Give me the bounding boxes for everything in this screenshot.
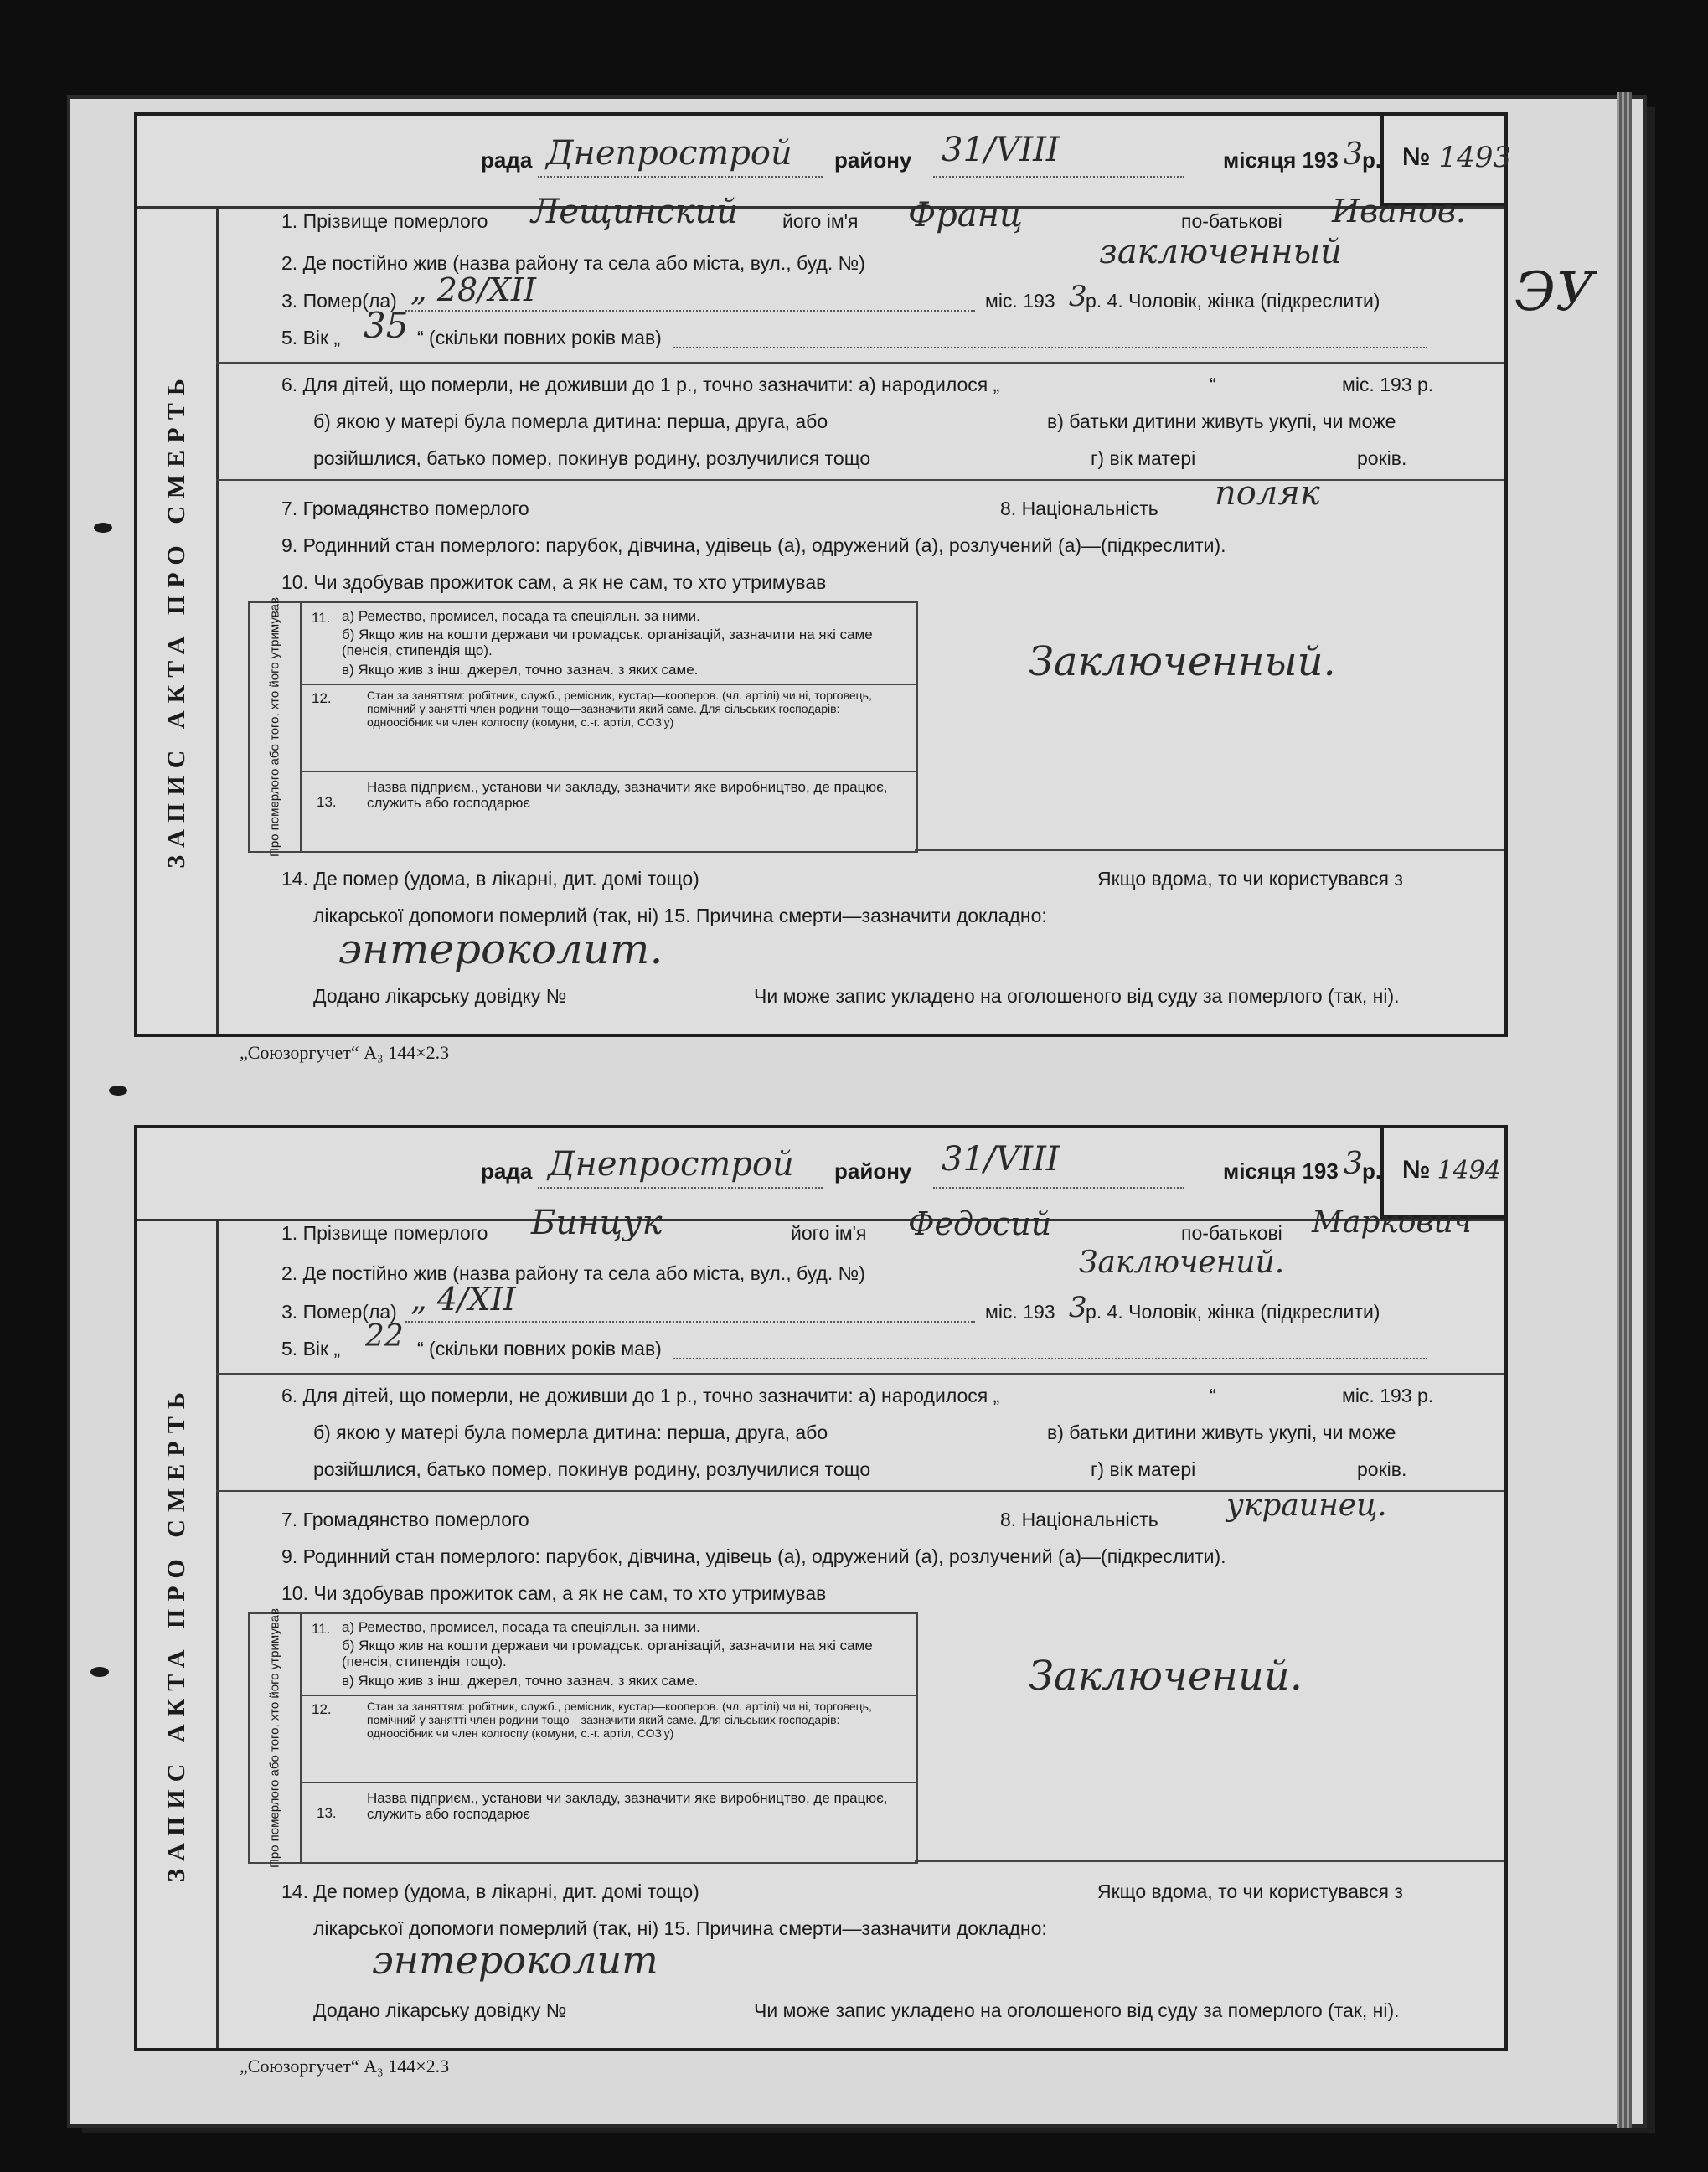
binding-edge — [1617, 92, 1632, 2128]
date-value: 31/VIII — [942, 1140, 1060, 1179]
nationality-label: 8. Національність — [1000, 1509, 1158, 1530]
rada-label: рада — [481, 147, 533, 173]
rada-label: рада — [481, 1158, 533, 1184]
child-line-2-tail: в) батьки дитини живуть укупі, чи може — [1047, 410, 1396, 432]
occupation-value: Заключений. — [1029, 1653, 1303, 1700]
child-line-2: б) якою у матері була померла дитина: перша, друга, або — [313, 410, 828, 432]
patronymic-value: Иванов. — [1332, 193, 1467, 230]
nationality-value: украинец. — [1226, 1488, 1387, 1523]
died-date: „ 28/XII — [410, 271, 536, 308]
f11-b: б) Якщо жив на кошти держави чи громадськ. організацій, зазначити на які саме (пенсія, стипендія тощо). — [342, 1638, 873, 1669]
f12-num: 12. — [312, 1701, 332, 1717]
rada-value: Днепрострой — [546, 134, 792, 173]
f13-text: Назва підприєм., установи чи закладу, зазначити яке виробництво, де працює, служить або господарює — [367, 779, 888, 811]
record-title: ЗАПИС АКТА ПРО СМЕРТЬ — [163, 371, 190, 869]
patronymic-label: по-батькові — [1181, 210, 1282, 232]
f13-text: Назва підприєм., установи чи закладу, зазначити яке виробництво, де працює, служить або господарює — [367, 1790, 888, 1822]
court-question: Чи може запис укладено на оголошеного від суду за померлого (так, ні). — [754, 985, 1400, 1007]
record-number: 1494 — [1437, 1155, 1501, 1185]
death-record-1 — [134, 112, 1511, 1037]
age-value: 22 — [365, 1319, 404, 1354]
livelihood-label: 10. Чи здобував прожиток сам, а як не сам, то хто утримував — [281, 1582, 827, 1604]
sex-label: р. 4. Чоловік, жінка (підкреслити) — [1086, 1301, 1380, 1323]
certificate-label: Додано лікарську довідку № — [313, 985, 567, 1007]
child-line-3-mid: г) вік матері — [1091, 447, 1196, 469]
cause-value: энтероколит — [372, 1937, 658, 1983]
age-label: 5. Вік „ — [281, 327, 341, 348]
child-line-2: б) якою у матері була померла дитина: перша, друга, або — [313, 1421, 828, 1443]
f11-c: в) Якщо жив з інш. джерел, точно зазнач. з яких саме. — [342, 662, 699, 678]
child-line-1: 6. Для дітей, що померли, не доживши до 1 р., точно зазначити: а) народилося „ — [281, 374, 1000, 395]
month-label: місяця 193 — [1223, 147, 1339, 173]
record-header — [137, 116, 1511, 209]
year-suffix: 3 — [1344, 137, 1363, 172]
nationality-label: 8. Національність — [1000, 498, 1158, 519]
certificate-label: Додано лікарську довідку № — [313, 1999, 567, 2021]
surname-label: 1. Прізвище померлого — [281, 210, 488, 232]
name-label: його ім'я — [782, 210, 859, 232]
child-line-3-mid: г) вік матері — [1091, 1458, 1196, 1480]
age-hint: “ (скільки повних років мав) — [417, 327, 662, 348]
cause-value: энтероколит. — [338, 925, 663, 973]
age-value: 35 — [364, 305, 409, 346]
occupation-block — [248, 597, 918, 857]
occupation-side-label: Про померлого або того, хто його утримував — [267, 597, 282, 857]
f12-num: 12. — [312, 690, 332, 706]
place-of-death-label: 14. Де помер (удома, в лікарні, дит. домі тощо) — [281, 1881, 699, 1902]
rada-value: Днепрострой — [548, 1145, 794, 1184]
sex-label: р. 4. Чоловік, жінка (підкреслити) — [1086, 290, 1380, 312]
surname-label: 1. Прізвище померлого — [281, 1222, 488, 1244]
year-r: р. — [1362, 147, 1382, 173]
court-question: Чи може запис укладено на оголошеного від суду за померлого (так, ні). — [754, 1999, 1400, 2021]
died-year: 3 — [1069, 280, 1087, 313]
residence-value: заключенный — [1099, 233, 1342, 271]
record-title-vertical — [137, 206, 219, 1034]
child-line-1-q: “ — [1210, 374, 1216, 395]
child-line-1-end: міс. 193 р. — [1342, 1385, 1434, 1406]
record-title: ЗАПИС АКТА ПРО СМЕРТЬ — [163, 1385, 190, 1882]
residence-label: 2. Де постійно жив (назва району та села або міста, вул., буд. №) — [281, 252, 865, 274]
rayon-label: району — [834, 1158, 912, 1184]
died-year: 3 — [1069, 1291, 1087, 1324]
form-footer-2: „Союзоргучет“ А₃ 144×2.3 — [240, 2056, 450, 2077]
child-line-3: розійшлися, батько помер, покинув родину, розлучилися тощо — [313, 1458, 871, 1480]
surname-value: Лещинский — [531, 193, 739, 231]
age-hint: “ (скільки повних років мав) — [417, 1338, 662, 1359]
marital-label: 9. Родинний стан померлого: парубок, дівчина, удівець (а), одружений (а), розлучений (а)—(підкреслити). — [281, 1545, 1226, 1567]
occupation-block — [248, 1608, 918, 1868]
residence-value: Заключений. — [1079, 1246, 1285, 1280]
f11-b: б) Якщо жив на кошти держави чи громадськ. організацій, зазначити на які саме (пенсія, стипендія що). — [342, 627, 873, 658]
child-line-2-tail: в) батьки дитини живуть укупі, чи може — [1047, 1421, 1396, 1443]
livelihood-label: 10. Чи здобував прожиток сам, а як не сам, то хто утримував — [281, 571, 827, 593]
child-line-1-end: міс. 193 р. — [1342, 374, 1434, 395]
child-line-3: розійшлися, батько помер, покинув родину, розлучилися тощо — [313, 447, 871, 469]
citizenship-label: 7. Громадянство померлого — [281, 498, 529, 519]
nationality-value: поляк — [1215, 474, 1320, 513]
child-line-1: 6. Для дітей, що померли, не доживши до 1 р., точно зазначити: а) народилося „ — [281, 1385, 1000, 1406]
f12-text: Стан за заняттям: робітник, служб., ремісник, кустар—кооперов. (чл. артілі) чи ні, торговець, помічний у занятті член родини тощо—зазначити який саме. Для сільських господарів: одноосібник чи член колгоспу (комуни, с.-г. артіл, СОЗ'у) — [367, 689, 872, 729]
f13-num: 13. — [317, 794, 337, 810]
name-label: його ім'я — [791, 1222, 867, 1244]
cause-label: лікарської допомоги померлий (так, ні) 15. Причина смерти—зазначити докладно: — [313, 1917, 1047, 1939]
patronymic-value: Маркович — [1312, 1205, 1473, 1240]
f11-a: а) Ремество, промисел, посада та спеціяльн. за ними. — [342, 608, 700, 624]
citizenship-label: 7. Громадянство померлого — [281, 1509, 529, 1530]
died-label: 3. Помер(ла) — [281, 1301, 397, 1323]
died-label: 3. Помер(ла) — [281, 290, 397, 312]
f11-num: 11. — [312, 610, 331, 626]
form-footer-1: „Союзоргучет“ А₃ 144×2.3 — [240, 1042, 450, 1063]
year-r: р. — [1362, 1158, 1382, 1184]
record-header — [137, 1128, 1504, 1221]
punch-hole — [109, 1086, 127, 1096]
occupation-side-label: Про померлого або того, хто його утримував — [267, 1608, 282, 1868]
year-suffix: 3 — [1344, 1147, 1363, 1181]
rayon-label: району — [834, 147, 912, 173]
date-value: 31/VIII — [942, 131, 1060, 169]
margin-mark: ЭУ — [1514, 261, 1595, 323]
death-record-2 — [134, 1125, 1508, 2051]
marital-label: 9. Родинний стан померлого: парубок, дівчина, удівець (а), одружений (а), розлучений (а)—(підкреслити). — [281, 534, 1226, 556]
punch-hole — [90, 1667, 109, 1677]
died-date: „ 4/XII — [410, 1281, 516, 1318]
died-month-label: міс. 193 — [985, 290, 1055, 312]
child-line-1-q: “ — [1210, 1385, 1216, 1406]
record-title-vertical — [137, 1219, 219, 2048]
f11-a: а) Ремество, промисел, посада та спеціяльн. за ними. — [342, 1619, 700, 1635]
child-line-3-end: років. — [1357, 1458, 1407, 1480]
home-question: Якщо вдома, то чи користувався з — [1097, 868, 1403, 890]
f12-text: Стан за заняттям: робітник, служб., ремісник, кустар—кооперов. (чл. артілі) чи ні, торговець, помічний у занятті член родини тощо—зазначити який саме. Для сільських господарів: одноосібник чи член колгоспу (комуни, с.-г. артіл, СОЗ'у) — [367, 1700, 872, 1740]
number-label: № — [1402, 1156, 1431, 1184]
f13-num: 13. — [317, 1805, 337, 1821]
f11-num: 11. — [312, 1621, 331, 1637]
age-label: 5. Вік „ — [281, 1338, 341, 1359]
month-label: місяця 193 — [1223, 1158, 1339, 1184]
number-label: № — [1402, 143, 1431, 171]
died-month-label: міс. 193 — [985, 1301, 1055, 1323]
name-value: Франц — [908, 196, 1023, 235]
punch-hole — [94, 523, 112, 533]
occupation-value: Заключенный. — [1029, 638, 1336, 685]
child-line-3-end: років. — [1357, 447, 1407, 469]
patronymic-label: по-батькові — [1181, 1222, 1282, 1244]
f11-c: в) Якщо жив з інш. джерел, точно зазнач. з яких саме. — [342, 1673, 699, 1689]
record-number: 1493 — [1438, 141, 1511, 174]
residence-label: 2. Де постійно жив (назва району та села або міста, вул., буд. №) — [281, 1262, 865, 1284]
name-value: Федосий — [908, 1205, 1052, 1242]
surname-value: Бинцук — [531, 1204, 663, 1242]
cause-label: лікарської допомоги померлий (так, ні) 15. Причина смерти—зазначити докладно: — [313, 905, 1047, 926]
place-of-death-label: 14. Де помер (удома, в лікарні, дит. домі тощо) — [281, 868, 699, 890]
home-question: Якщо вдома, то чи користувався з — [1097, 1881, 1403, 1902]
